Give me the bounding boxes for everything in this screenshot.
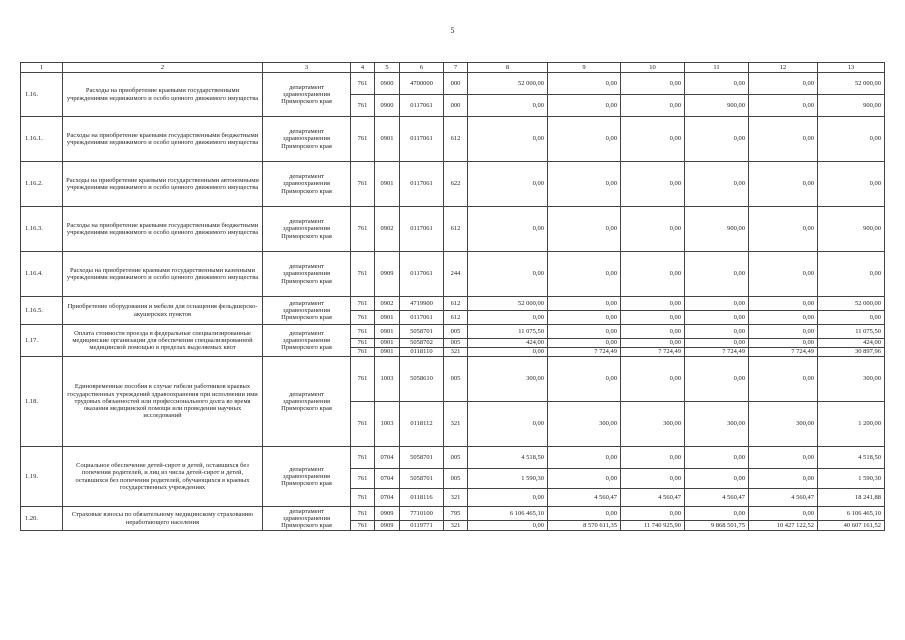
amount-cell: 7 724,49 [749,348,818,357]
amount-cell: 0,00 [621,252,685,297]
item-code: 1.19. [21,447,63,507]
amount-cell: 0,00 [548,73,621,95]
item-description: Приобретение оборудования и мебели для оснащения фельдшерско-акушерских пунктов [63,297,263,325]
amount-cell: 1 590,30 [468,469,548,489]
column-number: 1 [21,63,63,73]
classification-code: 005 [444,447,468,469]
amount-cell: 0,00 [621,447,685,469]
amount-cell: 7 724,49 [685,348,749,357]
amount-cell: 0,00 [548,325,621,339]
classification-code: 0117061 [400,117,444,162]
item-description: Оплата стоимости проезда в федеральные специализированные медицинские организации для обеспечения специализированной медицинской помощью в пределах выделяемых квот [63,325,263,357]
amount-cell: 0,00 [818,162,885,207]
amount-cell: 900,00 [818,207,885,252]
classification-code: 0909 [375,521,400,531]
amount-cell: 0,00 [548,357,621,402]
amount-cell: 0,00 [685,297,749,311]
item-description: Единовременные пособия в случае гибели работников краевых государственных учреждений здравоохранения при исполнении ими трудовых обязанностей или профессионального долга во время оказания медицинской помощи или проведения научных исследований [63,357,263,447]
amount-cell: 0,00 [621,95,685,117]
classification-code: 622 [444,162,468,207]
amount-cell: 0,00 [468,162,548,207]
amount-cell: 0,00 [749,95,818,117]
column-number: 7 [444,63,468,73]
classification-code: 005 [444,357,468,402]
classification-code: 5058610 [400,357,444,402]
item-code: 1.16.4. [21,252,63,297]
column-number: 13 [818,63,885,73]
classification-code: 005 [444,469,468,489]
item-code: 1.17. [21,325,63,357]
amount-cell: 4 560,47 [749,489,818,507]
amount-cell: 0,00 [685,339,749,348]
classification-code: 0900 [375,73,400,95]
classification-code: 761 [351,297,375,311]
classification-code: 0118110 [400,348,444,357]
table-row [21,117,885,162]
classification-code: 0117061 [400,162,444,207]
classification-code: 321 [444,521,468,531]
amount-cell: 0,00 [621,339,685,348]
amount-cell: 0,00 [621,469,685,489]
classification-code: 0117061 [400,207,444,252]
column-number: 6 [400,63,444,73]
amount-cell: 30 897,96 [818,348,885,357]
classification-code: 0901 [375,348,400,357]
column-number: 10 [621,63,685,73]
amount-cell: 0,00 [548,311,621,325]
amount-cell: 0,00 [621,297,685,311]
column-number: 4 [351,63,375,73]
amount-cell: 0,00 [548,117,621,162]
classification-code: 0901 [375,311,400,325]
amount-cell: 11 075,50 [468,325,548,339]
classification-code: 005 [444,339,468,348]
amount-cell: 0,00 [621,117,685,162]
amount-cell: 0,00 [468,489,548,507]
classification-code: 321 [444,402,468,447]
item-description: Расходы на приобретение краевыми государственными учреждениями недвижимого и особо ценного движимого имущества [63,73,263,117]
table-row [21,297,885,311]
classification-code: 0704 [375,447,400,469]
amount-cell: 0,00 [621,207,685,252]
amount-cell: 0,00 [548,297,621,311]
amount-cell: 900,00 [685,207,749,252]
amount-cell: 0,00 [685,325,749,339]
department: департамент здравоохранения Приморского края [263,507,351,531]
classification-code: 761 [351,311,375,325]
amount-cell: 52 000,00 [468,297,548,311]
table-row [21,162,885,207]
classification-code: 612 [444,207,468,252]
amount-cell: 0,00 [548,469,621,489]
amount-cell: 0,00 [749,73,818,95]
table-row [21,252,885,297]
amount-cell: 300,00 [548,402,621,447]
amount-cell: 0,00 [685,73,749,95]
amount-cell: 0,00 [685,507,749,521]
classification-code: 761 [351,469,375,489]
amount-cell: 4 518,50 [818,447,885,469]
item-description: Расходы на приобретение краевыми государственными автономными учреждениями недвижимого и особо ценного движимого имущества [63,162,263,207]
department: департамент здравоохранения Приморского края [263,357,351,447]
item-code: 1.16.3. [21,207,63,252]
amount-cell: 0,00 [468,252,548,297]
classification-code: 612 [444,311,468,325]
amount-cell: 0,00 [818,117,885,162]
amount-cell: 300,00 [621,402,685,447]
classification-code: 0901 [375,325,400,339]
classification-code: 761 [351,207,375,252]
amount-cell: 0,00 [749,117,818,162]
classification-code: 000 [444,73,468,95]
amount-cell: 0,00 [621,507,685,521]
amount-cell: 4 560,47 [685,489,749,507]
department: департамент здравоохранения Приморского края [263,297,351,325]
amount-cell: 424,00 [468,339,548,348]
item-description: Расходы на приобретение краевыми государственными бюджетными учреждениями недвижимого и особо ценного движимого имущества [63,117,263,162]
amount-cell: 0,00 [685,117,749,162]
amount-cell: 0,00 [685,252,749,297]
amount-cell: 300,00 [749,402,818,447]
amount-cell: 0,00 [749,469,818,489]
amount-cell: 0,00 [621,311,685,325]
department: департамент здравоохранения Приморского края [263,162,351,207]
amount-cell: 900,00 [818,95,885,117]
classification-code: 321 [444,489,468,507]
classification-code: 761 [351,117,375,162]
amount-cell: 0,00 [685,469,749,489]
classification-code: 0901 [375,117,400,162]
amount-cell: 7 724,49 [548,348,621,357]
column-number: 11 [685,63,749,73]
amount-cell: 0,00 [548,447,621,469]
classification-code: 0117061 [400,252,444,297]
column-number: 12 [749,63,818,73]
classification-code: 761 [351,521,375,531]
classification-code: 0901 [375,162,400,207]
amount-cell: 0,00 [621,162,685,207]
amount-cell: 0,00 [749,447,818,469]
column-number: 9 [548,63,621,73]
amount-cell: 0,00 [749,507,818,521]
classification-code: 1003 [375,357,400,402]
amount-cell: 0,00 [685,162,749,207]
classification-code: 4719900 [400,297,444,311]
classification-code: 0117061 [400,311,444,325]
amount-cell: 0,00 [468,521,548,531]
amount-cell: 9 868 501,75 [685,521,749,531]
classification-code: 5058701 [400,325,444,339]
classification-code: 321 [444,348,468,357]
amount-cell: 18 241,88 [818,489,885,507]
amount-cell: 0,00 [749,297,818,311]
classification-code: 761 [351,339,375,348]
classification-code: 761 [351,348,375,357]
classification-code: 761 [351,489,375,507]
column-number: 2 [63,63,263,73]
item-code: 1.20. [21,507,63,531]
amount-cell: 52 000,00 [468,73,548,95]
classification-code: 761 [351,447,375,469]
classification-code: 0118116 [400,489,444,507]
page-number: 5 [450,26,455,35]
amount-cell: 0,00 [548,507,621,521]
amount-cell: 0,00 [818,252,885,297]
amount-cell: 0,00 [621,357,685,402]
amount-cell: 0,00 [685,311,749,325]
classification-code: 0902 [375,207,400,252]
classification-code: 000 [444,95,468,117]
classification-code: 0118112 [400,402,444,447]
amount-cell: 8 570 611,35 [548,521,621,531]
department: департамент здравоохранения Приморского края [263,447,351,507]
classification-code: 795 [444,507,468,521]
amount-cell: 300,00 [685,402,749,447]
classification-code: 7710100 [400,507,444,521]
amount-cell: 6 106 465,10 [818,507,885,521]
item-description: Расходы на приобретение краевыми государственными бюджетными учреждениями недвижимого и особо ценного движимого имущества [63,207,263,252]
amount-cell: 300,00 [818,357,885,402]
classification-code: 761 [351,252,375,297]
item-code: 1.16.5. [21,297,63,325]
classification-code: 0902 [375,297,400,311]
amount-cell: 0,00 [749,357,818,402]
amount-cell: 6 106 465,10 [468,507,548,521]
amount-cell: 0,00 [749,339,818,348]
classification-code: 5058702 [400,339,444,348]
column-number: 8 [468,63,548,73]
amount-cell: 1 200,00 [818,402,885,447]
amount-cell: 10 427 122,52 [749,521,818,531]
amount-cell: 0,00 [749,252,818,297]
classification-code: 244 [444,252,468,297]
department: департамент здравоохранения Приморского края [263,117,351,162]
item-description: Расходы на приобретение краевыми государственными казенными учреждениями недвижимого и особо ценного движимого имущества [63,252,263,297]
classification-code: 761 [351,162,375,207]
amount-cell: 0,00 [468,311,548,325]
classification-code: 0704 [375,469,400,489]
classification-code: 612 [444,117,468,162]
amount-cell: 424,00 [818,339,885,348]
amount-cell: 0,00 [621,325,685,339]
amount-cell: 7 724,49 [621,348,685,357]
classification-code: 5058701 [400,469,444,489]
classification-code: 0909 [375,252,400,297]
amount-cell: 0,00 [818,311,885,325]
item-code: 1.16. [21,73,63,117]
amount-cell: 0,00 [685,447,749,469]
item-code: 1.16.1. [21,117,63,162]
table-row [21,507,885,521]
amount-cell: 0,00 [749,325,818,339]
classification-code: 4700000 [400,73,444,95]
amount-cell: 0,00 [749,207,818,252]
classification-code: 761 [351,507,375,521]
amount-cell: 0,00 [468,95,548,117]
department: департамент здравоохранения Приморского края [263,207,351,252]
amount-cell: 0,00 [468,207,548,252]
amount-cell: 0,00 [548,95,621,117]
table-row [21,207,885,252]
table-row [21,73,885,95]
table-row [21,447,885,469]
item-description: Социальное обеспечение детей-сирот и детей, оставшихся без попечения родителей, и лиц из числа детей-сирот и детей, оставшихся без попечения родителей, обучающихся в краевых государственных учреждениях [63,447,263,507]
amount-cell: 0,00 [548,162,621,207]
classification-code: 0119771 [400,521,444,531]
amount-cell: 0,00 [468,402,548,447]
classification-code: 0909 [375,507,400,521]
classification-code: 0900 [375,95,400,117]
amount-cell: 40 607 161,52 [818,521,885,531]
classification-code: 1003 [375,402,400,447]
amount-cell: 11 075,50 [818,325,885,339]
department: департамент здравоохранения Приморского края [263,252,351,297]
amount-cell: 0,00 [548,339,621,348]
amount-cell: 1 590,30 [818,469,885,489]
classification-code: 005 [444,325,468,339]
column-number-row [21,63,885,73]
amount-cell: 4 560,47 [621,489,685,507]
department: департамент здравоохранения Приморского края [263,73,351,117]
amount-cell: 300,00 [468,357,548,402]
classification-code: 0704 [375,489,400,507]
amount-cell: 0,00 [548,207,621,252]
amount-cell: 0,00 [468,348,548,357]
amount-cell: 0,00 [468,117,548,162]
item-code: 1.16.2. [21,162,63,207]
classification-code: 761 [351,95,375,117]
classification-code: 0117061 [400,95,444,117]
amount-cell: 52 000,00 [818,297,885,311]
classification-code: 761 [351,402,375,447]
amount-cell: 4 560,47 [548,489,621,507]
amount-cell: 11 740 925,90 [621,521,685,531]
column-number: 3 [263,63,351,73]
item-code: 1.18. [21,357,63,447]
classification-code: 761 [351,325,375,339]
classification-code: 5058701 [400,447,444,469]
amount-cell: 0,00 [749,162,818,207]
classification-code: 761 [351,357,375,402]
classification-code: 0901 [375,339,400,348]
department: департамент здравоохранения Приморского края [263,325,351,357]
budget-table [20,62,885,531]
classification-code: 761 [351,73,375,95]
amount-cell: 0,00 [621,73,685,95]
amount-cell: 0,00 [749,311,818,325]
amount-cell: 4 518,50 [468,447,548,469]
item-description: Страховые взносы по обязательному медицинскому страхованию неработающего населения [63,507,263,531]
amount-cell: 0,00 [548,252,621,297]
classification-code: 612 [444,297,468,311]
amount-cell: 0,00 [685,357,749,402]
amount-cell: 52 000,00 [818,73,885,95]
amount-cell: 900,00 [685,95,749,117]
column-number: 5 [375,63,400,73]
table-row [21,325,885,339]
table-row [21,357,885,402]
